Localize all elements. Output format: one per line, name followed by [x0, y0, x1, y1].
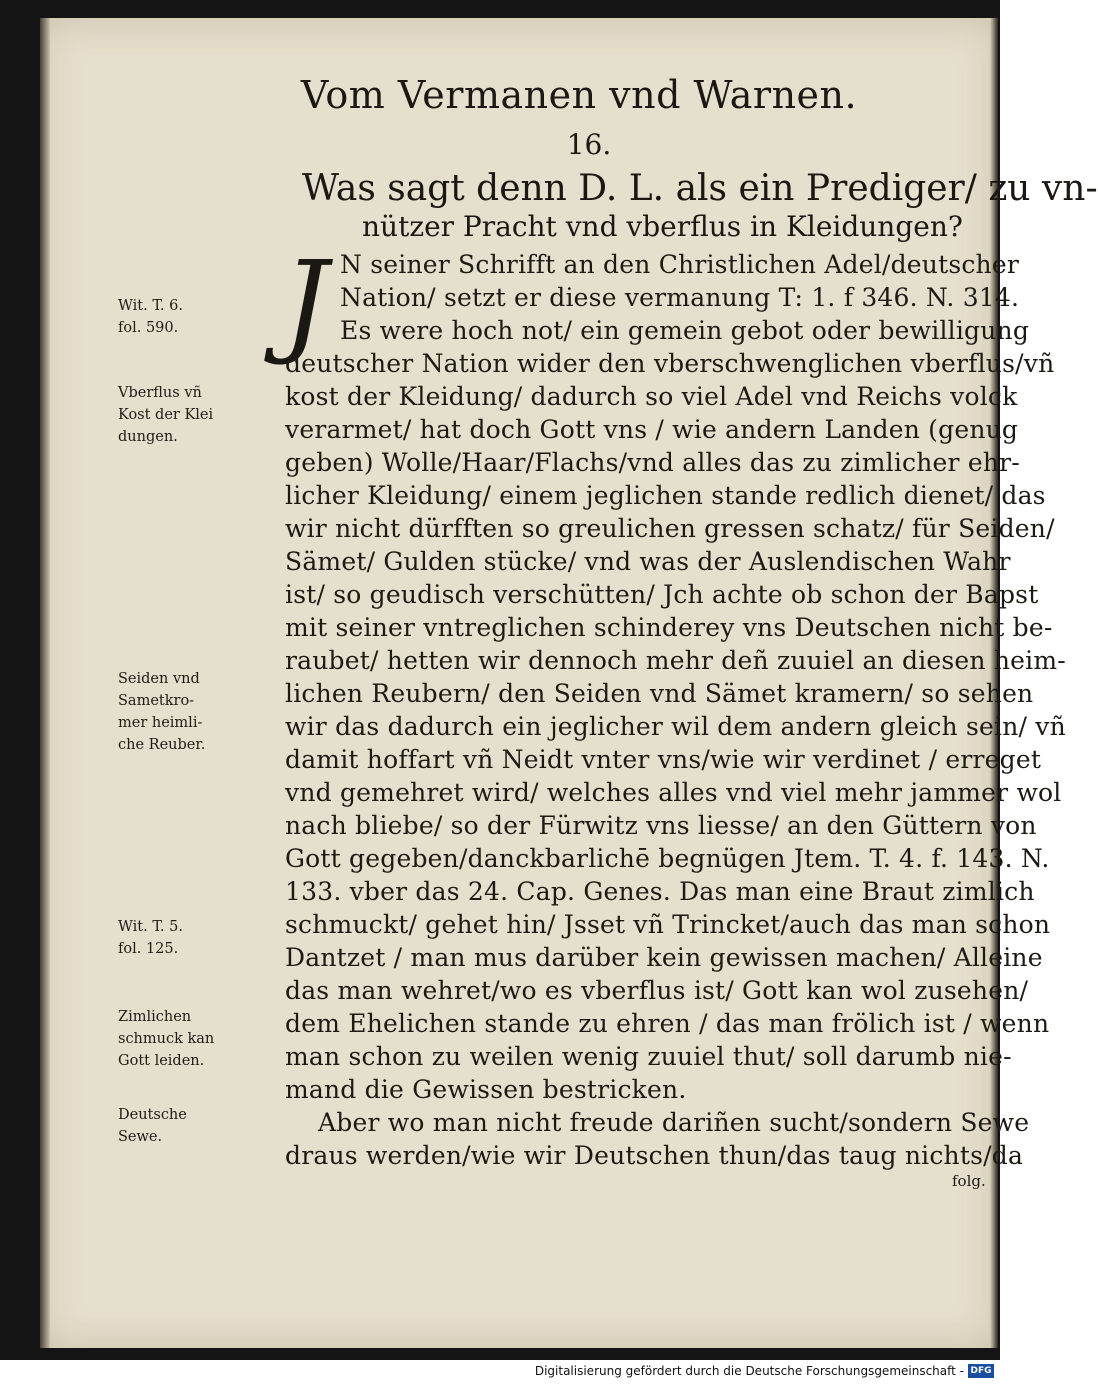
text-line: Sämet/ Gulden stücke/ vnd was der Auslendischen Wahr [285, 547, 1011, 576]
text-line: nach bliebe/ so der Fürwitz vns liesse/ an den Güttern von [285, 811, 1037, 840]
text-line: vnd gemehret wird/ welches alles vnd viel mehr jammer wol [285, 778, 1062, 807]
text-line: geben) Wolle/Haar/Flachs/vnd alles das zu zimlicher ehr- [285, 448, 1020, 477]
text-line: schmuckt/ gehet hin/ Jsset vñ Trincket/auch das man schon [285, 910, 1051, 939]
dfg-logo-icon: DFG [968, 1364, 994, 1378]
text-line: lichen Reubern/ den Seiden vnd Sämet kramern/ so sehen [285, 679, 1034, 708]
page-gutter [40, 18, 50, 1348]
text-line: mand die Gewissen bestricken. [285, 1075, 687, 1104]
text-line: mit seiner vntreglichen schinderey vns Deutschen nicht be- [285, 613, 1053, 642]
text-line: 133. vber das 24. Cap. Genes. Das man eine Braut zimlich [285, 877, 1035, 906]
drop-cap: J [283, 238, 328, 368]
text-line: deutscher Nation wider den vberschwenglichen vberflus/vñ [285, 349, 1055, 378]
note-line: dungen. [118, 429, 178, 445]
running-head: Vom Vermanen vnd Warnen. [300, 73, 858, 117]
text-line: kost der Kleidung/ dadurch so viel Adel vnd Reichs volck [285, 382, 1018, 411]
marginal-note-vberflus [118, 382, 213, 448]
marginal-note-seiden [118, 668, 205, 756]
text-line: wir nicht dürfften so greulichen gressen schatz/ für Seiden/ [285, 514, 1055, 543]
note-line: Gott leiden. [118, 1053, 205, 1069]
note-line: Seiden vnd [118, 671, 200, 687]
book-page [40, 18, 1098, 1348]
note-line: che Reuber. [118, 737, 206, 753]
note-line: Wit. T. 5. [118, 919, 183, 935]
section-number: 16. [566, 128, 612, 161]
note-line: schmuck kan [118, 1031, 215, 1047]
text-line: raubet/ hetten wir dennoch mehr deñ zuuiel an diesen heim- [285, 646, 1066, 675]
note-line: Wit. T. 6. [118, 298, 183, 314]
text-line: wir das dadurch ein jeglicher wil dem andern gleich sein/ vñ [285, 712, 1066, 741]
note-line: fol. 590. [118, 320, 179, 336]
marginal-note-zimlich [118, 1006, 214, 1072]
text-line: das man wehret/wo es vberflus ist/ Gott kan wol zusehen/ [285, 976, 1029, 1005]
text-line: Aber wo man nicht freude dariñen sucht/sondern Sewe [318, 1108, 1030, 1137]
marginal-note-wit-t5 [118, 916, 183, 960]
text-line: draus werden/wie wir Deutschen thun/das taug nichts/da [285, 1141, 1024, 1170]
note-line: Kost der Klei [118, 407, 214, 423]
note-line: Deutsche [118, 1107, 187, 1123]
note-line: Vberflus vñ [118, 385, 202, 401]
text-line: ist/ so geudisch verschütten/ Jch achte ob schon der Bapst [285, 580, 1039, 609]
text-line: Es were hoch not/ ein gemein gebot oder bewilligung [340, 316, 1030, 345]
text-line: N seiner Schrifft an den Christlichen Adel/deutscher [340, 250, 1019, 279]
funding-notice: Digitalisierung gefördert durch die Deutsche Forschungsgemeinschaft - [534, 1364, 964, 1378]
footer-bar [0, 1360, 1000, 1384]
marginal-note-wit-t6 [118, 295, 183, 339]
text-line: Dantzet / man mus darüber kein gewissen machen/ Alleine [285, 943, 1043, 972]
marginal-note-deutsche [118, 1104, 187, 1148]
note-line: mer heimli- [118, 715, 203, 731]
catchword: folg. [952, 1172, 986, 1190]
text-line: licher Kleidung/ einem jeglichen stande redlich dienet/ das [285, 481, 1046, 510]
question-heading-line-2: nützer Pracht vnd vberflus in Kleidungen? [362, 210, 963, 243]
text-line: Gott gegeben/danckbarlichē begnügen Jtem. T. 4. f. 143. N. [285, 844, 1050, 873]
text-line: Nation/ setzt er diese vermanung T: 1. f 346. N. 314. [340, 283, 1020, 312]
note-line: Sewe. [118, 1129, 163, 1145]
note-line: Zimlichen [118, 1009, 192, 1025]
note-line: Sametkro- [118, 693, 195, 709]
note-line: fol. 125. [118, 941, 179, 957]
text-line: damit hoffart vñ Neidt vnter vns/wie wir verdinet / erreget [285, 745, 1042, 774]
text-line: man schon zu weilen wenig zuuiel thut/ soll darumb nie- [285, 1042, 1012, 1071]
text-line: dem Ehelichen stande zu ehren / das man frölich ist / wenn [285, 1009, 1050, 1038]
question-heading-line-1: Was sagt denn D. L. als ein Prediger/ zu vn- [302, 168, 1098, 209]
text-line: verarmet/ hat doch Gott vns / wie andern Landen (genug [285, 415, 1019, 444]
